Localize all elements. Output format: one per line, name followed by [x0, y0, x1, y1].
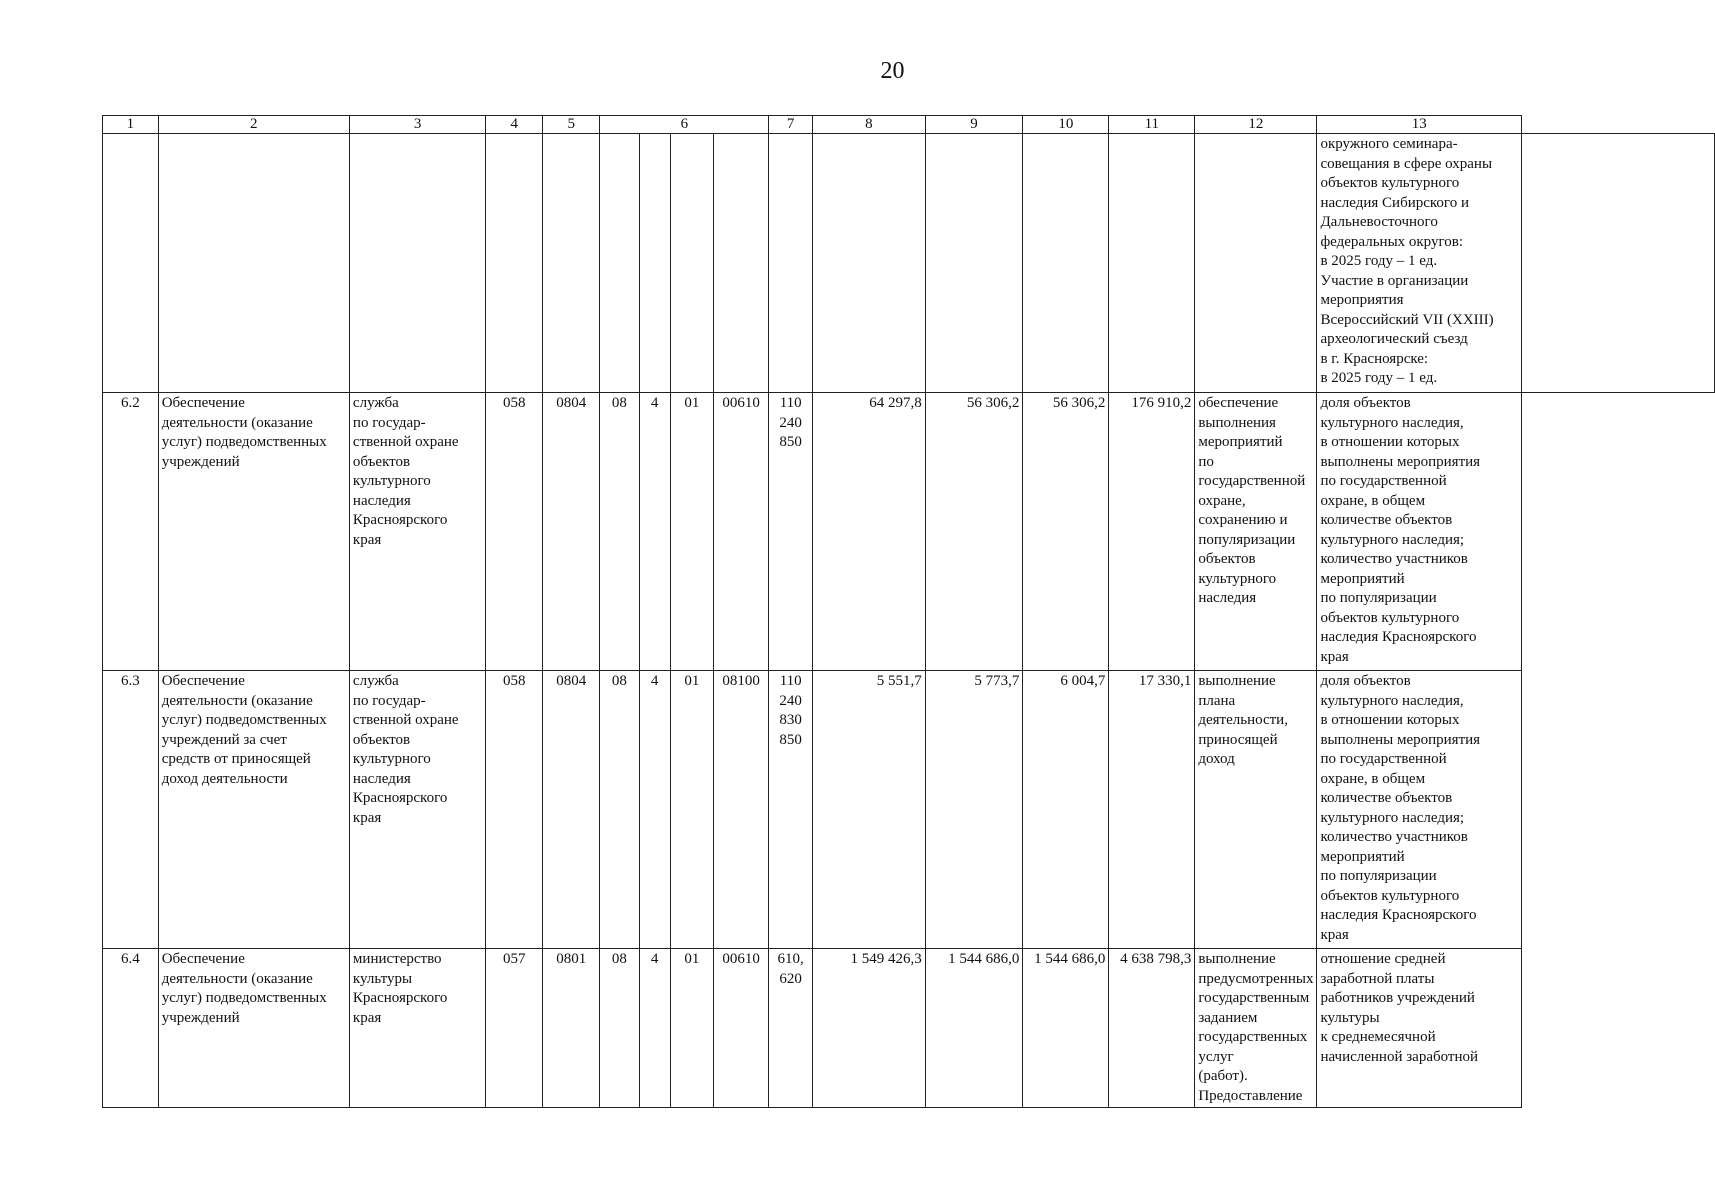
- csr-code-part: 08: [600, 671, 639, 949]
- header-cell: 8: [812, 116, 925, 134]
- amount-2027: 56 306,2: [1023, 393, 1109, 671]
- grbs-code: 058: [486, 671, 543, 949]
- table-cell: [1109, 134, 1195, 393]
- vr-codes: 610, 620: [769, 949, 813, 1108]
- table-cell: [349, 134, 485, 393]
- csr-code-part: 01: [670, 671, 713, 949]
- table-row-6-2: [103, 393, 1715, 671]
- activity-name: Обеспечение деятельности (оказание услуг) подведомственных учреждений: [158, 949, 349, 1108]
- header-cell: 11: [1109, 116, 1195, 134]
- header-row: [103, 116, 1715, 134]
- header-cell: 2: [158, 116, 349, 134]
- row-number: 6.3: [103, 671, 159, 949]
- grbs-code: 057: [486, 949, 543, 1108]
- csr-code-part: 00610: [713, 949, 769, 1108]
- table-cell: [769, 134, 813, 393]
- continuation-row: [103, 134, 1715, 393]
- page-number: 20: [880, 58, 905, 84]
- amount-2027: 6 004,7: [1023, 671, 1109, 949]
- table-cell: [1023, 134, 1109, 393]
- header-cell: 13: [1317, 116, 1522, 134]
- activity-name: Обеспечение деятельности (оказание услуг) подведомственных учреждений за счет средств от приносящей доход деятельности: [158, 671, 349, 949]
- amount-2025: 5 551,7: [812, 671, 925, 949]
- csr-code-part: 08: [600, 393, 639, 671]
- rzpr-code: 0801: [543, 949, 600, 1108]
- row-number: 6.2: [103, 393, 159, 671]
- table-cell: [1521, 134, 1714, 393]
- row-number: 6.4: [103, 949, 159, 1108]
- amount-2027: 1 544 686,0: [1023, 949, 1109, 1108]
- indicator: доля объектов культурного наследия, в отношении которых выполнены мероприятия по государственной охране, в общем количестве объектов культурного наследия; количество участников мероприятий по популяризации объектов культурного наследия Красноярского края: [1317, 671, 1522, 949]
- header-cell: 7: [769, 116, 813, 134]
- table-cell: [639, 134, 670, 393]
- amount-2026: 5 773,7: [925, 671, 1023, 949]
- csr-code-part: 4: [639, 949, 670, 1108]
- table-cell: [486, 134, 543, 393]
- vr-codes: 110 240 830 850: [769, 671, 813, 949]
- amount-total: 176 910,2: [1109, 393, 1195, 671]
- table-cell: [600, 134, 639, 393]
- csr-code-part: 00610: [713, 393, 769, 671]
- table-cell: [158, 134, 349, 393]
- table-cell: [812, 134, 925, 393]
- header-cell: 1: [103, 116, 159, 134]
- vr-codes: 110 240 850: [769, 393, 813, 671]
- header-cell: 12: [1195, 116, 1317, 134]
- budget-table: [102, 115, 1715, 1108]
- amount-2026: 1 544 686,0: [925, 949, 1023, 1108]
- header-cell: 10: [1023, 116, 1109, 134]
- table-cell: [670, 134, 713, 393]
- amount-2026: 56 306,2: [925, 393, 1023, 671]
- csr-code-part: 01: [670, 949, 713, 1108]
- header-cell: 6: [600, 116, 769, 134]
- expected-result: обеспечение выполнения мероприятий по государственной охране, сохранению и популяризации объектов культурного наследия: [1195, 393, 1317, 671]
- executor-name: министерство культуры Красноярского края: [349, 949, 485, 1108]
- activity-name: Обеспечение деятельности (оказание услуг) подведомственных учреждений: [158, 393, 349, 671]
- table-cell: [543, 134, 600, 393]
- table-cell: [1195, 134, 1317, 393]
- csr-code-part: 08100: [713, 671, 769, 949]
- table-cell: [713, 134, 769, 393]
- header-cell: 5: [543, 116, 600, 134]
- rzpr-code: 0804: [543, 393, 600, 671]
- amount-total: 17 330,1: [1109, 671, 1195, 949]
- amount-total: 4 638 798,3: [1109, 949, 1195, 1108]
- rzpr-code: 0804: [543, 671, 600, 949]
- result-cell: окружного семинара- совещания в сфере охраны объектов культурного наследия Сибирского и Дальневосточного федеральных округов: в 2025 году – 1 ед. Участие в организации мероприятия Всероссийский VII (XXIII) археологический съезд в г. Красноярске: в 2025 году – 1 ед.: [1317, 134, 1522, 393]
- header-cell: 3: [349, 116, 485, 134]
- grbs-code: 058: [486, 393, 543, 671]
- header-cell: 4: [486, 116, 543, 134]
- csr-code-part: 08: [600, 949, 639, 1108]
- executor-name: служба по государ- ственной охране объектов культурного наследия Красноярского края: [349, 671, 485, 949]
- expected-result: выполнение плана деятельности, приносящей доход: [1195, 671, 1317, 949]
- amount-2025: 1 549 426,3: [812, 949, 925, 1108]
- amount-2025: 64 297,8: [812, 393, 925, 671]
- csr-code-part: 4: [639, 671, 670, 949]
- executor-name: служба по государ- ственной охране объектов культурного наследия Красноярского края: [349, 393, 485, 671]
- header-cell: 9: [925, 116, 1023, 134]
- table-cell: [925, 134, 1023, 393]
- indicator: доля объектов культурного наследия, в отношении которых выполнены мероприятия по государственной охране, в общем количестве объектов культурного наследия; количество участников мероприятий по популяризации объектов культурного наследия Красноярского края: [1317, 393, 1522, 671]
- csr-code-part: 4: [639, 393, 670, 671]
- csr-code-part: 01: [670, 393, 713, 671]
- table-cell: [103, 134, 159, 393]
- table-row-6-3: [103, 671, 1715, 949]
- expected-result: выполнение предусмотренных государственным заданием государственных услуг (работ). Предоставление: [1195, 949, 1317, 1108]
- table-row-6-4: [103, 949, 1715, 1108]
- indicator: отношение средней заработной платы работников учреждений культуры к среднемесячной начисленной заработной: [1317, 949, 1522, 1108]
